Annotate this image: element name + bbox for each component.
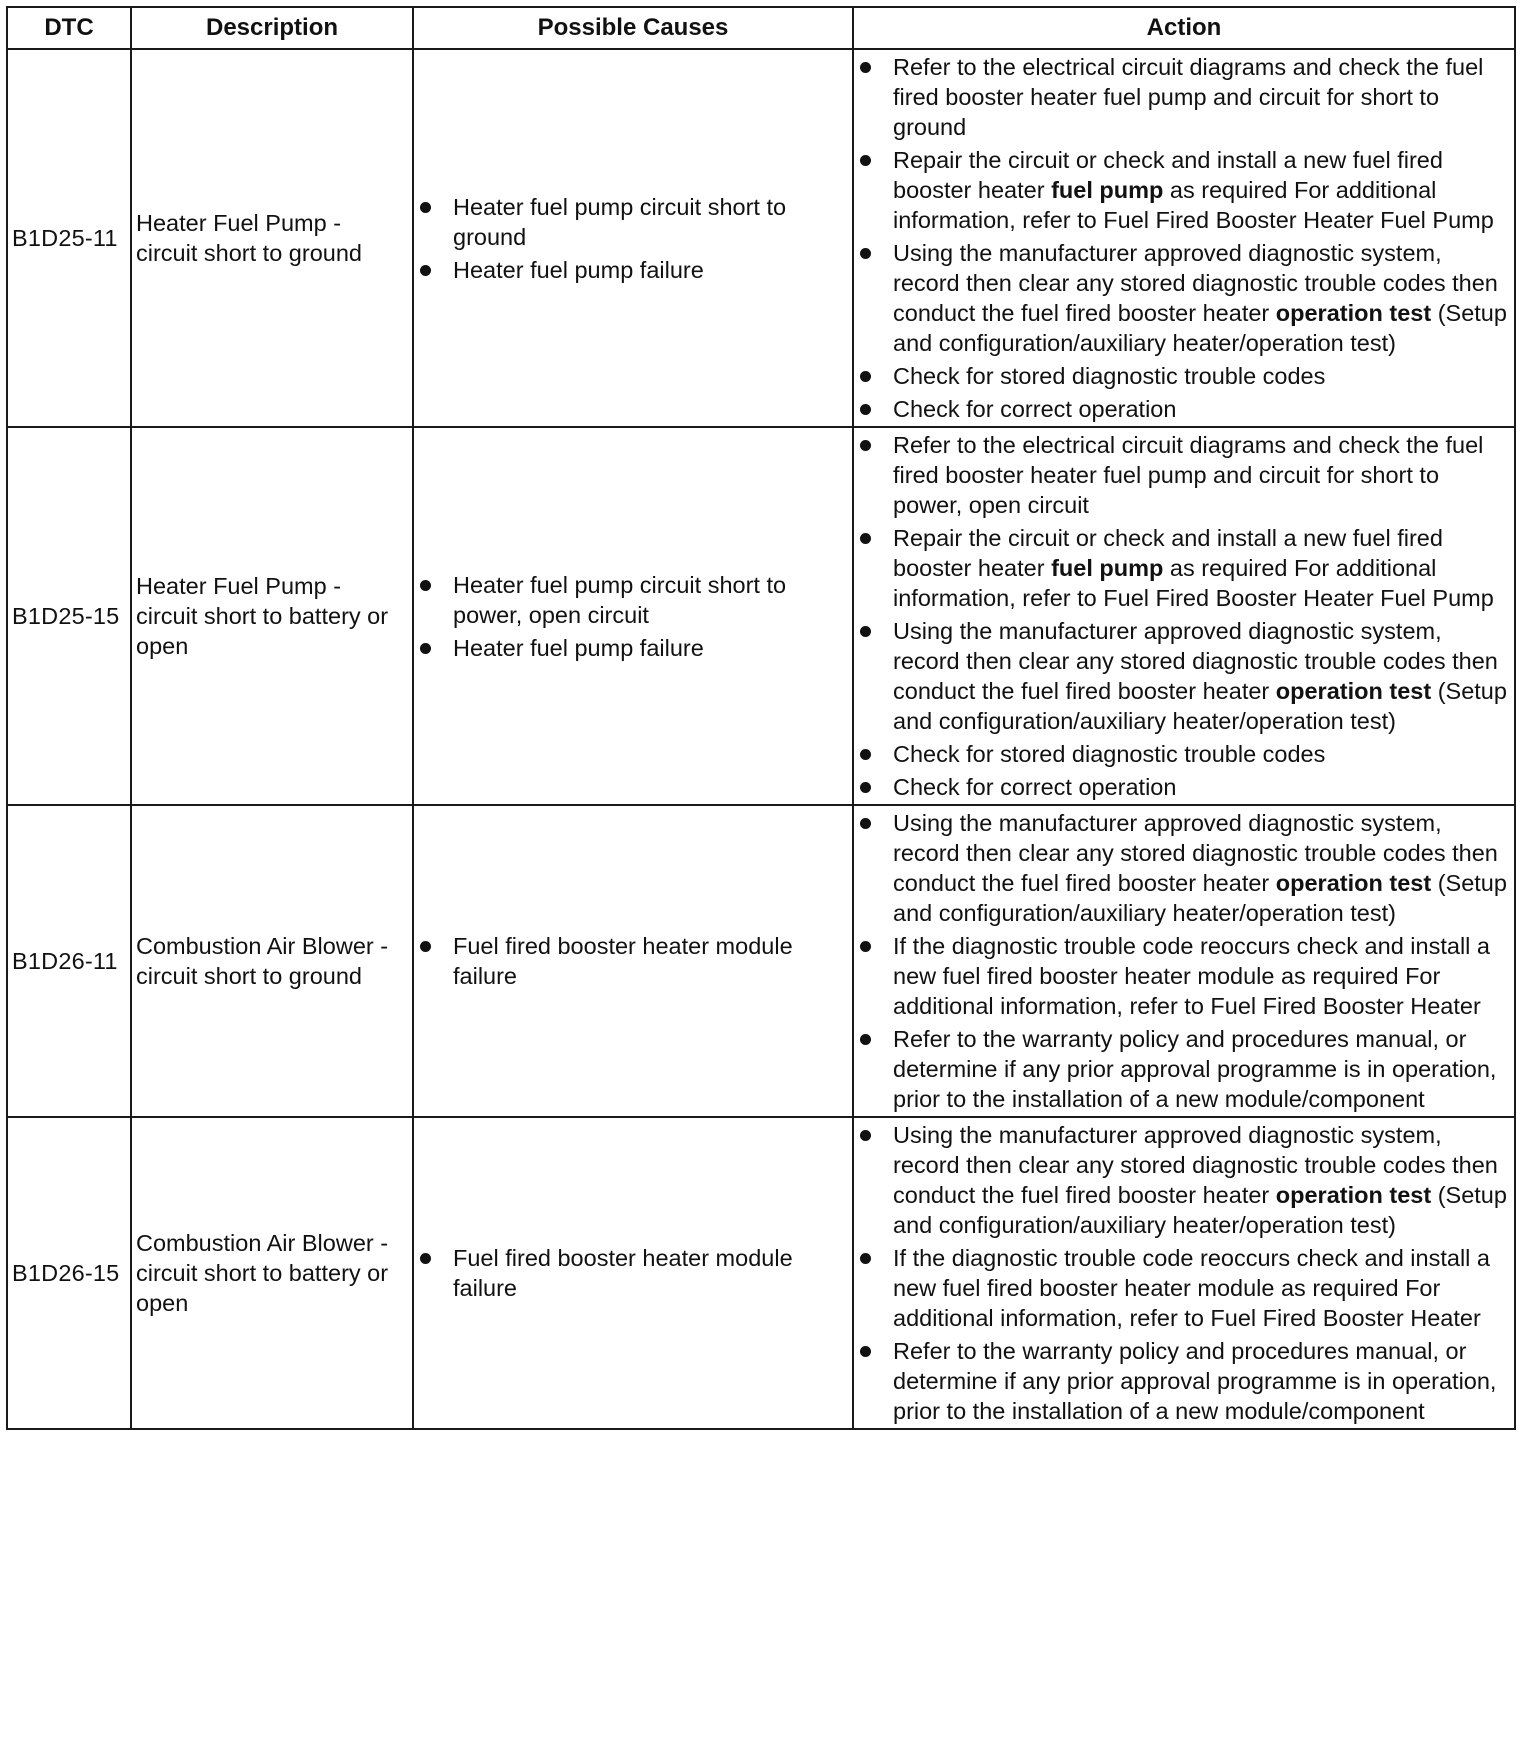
cause-text: Fuel fired booster heater module failure — [453, 933, 793, 989]
possible-causes-cell — [413, 49, 853, 427]
action-item — [858, 931, 1510, 1021]
action-item — [858, 1243, 1510, 1333]
header-possible-causes: Possible Causes — [413, 7, 853, 49]
bullet-icon — [420, 580, 431, 591]
dtc-code-cell: B1D26-15 — [7, 1117, 131, 1429]
bullet-icon — [860, 1034, 871, 1045]
bullet-icon — [860, 440, 871, 451]
cause-text: Fuel fired booster heater module failure — [453, 1245, 793, 1301]
dtc-code-cell: B1D26-11 — [7, 805, 131, 1117]
possible-causes-cell — [413, 805, 853, 1117]
description-cell: Combustion Air Blower - circuit short to ground — [131, 805, 413, 1117]
action-text: Using the manufacturer approved diagnostic system, record then clear any stored diagnostic trouble codes then conduct the fuel fired booster heater — [893, 240, 1498, 326]
table-body — [7, 49, 1515, 1429]
action-text-continued: (Setup and configuration/auxiliary heater/operation test) — [893, 678, 1507, 734]
action-item — [858, 145, 1510, 235]
action-text: Repair the circuit or check and install a new fuel fired booster heater — [893, 147, 1443, 203]
action-item — [858, 739, 1510, 769]
action-text: Using the manufacturer approved diagnostic system, record then clear any stored diagnostic trouble codes then conduct the fuel fired booster heater — [893, 1122, 1498, 1208]
action-text: Using the manufacturer approved diagnostic system, record then clear any stored diagnostic trouble codes then conduct the fuel fired booster heater — [893, 810, 1498, 896]
action-text: If the diagnostic trouble code reoccurs check and install a new fuel fired booster heater module as required For additional information, refer to Fuel Fired Booster Heater — [893, 1245, 1490, 1331]
causes-list — [418, 931, 848, 991]
action-text: If the diagnostic trouble code reoccurs check and install a new fuel fired booster heater module as required For additional information, refer to Fuel Fired Booster Heater — [893, 933, 1490, 1019]
action-text: Refer to the electrical circuit diagrams and check the fuel fired booster heater fuel pump and circuit for short to power, open circuit — [893, 432, 1484, 518]
action-cell — [853, 427, 1515, 805]
causes-list — [418, 192, 848, 285]
bullet-icon — [860, 248, 871, 259]
table-row — [7, 49, 1515, 427]
header-description: Description — [131, 7, 413, 49]
action-text: Check for stored diagnostic trouble codes — [893, 741, 1326, 767]
cause-text: Heater fuel pump circuit short to power, open circuit — [453, 571, 787, 628]
action-bold-text: fuel pump — [1051, 555, 1164, 581]
cause-item — [418, 633, 848, 663]
description-cell: Heater Fuel Pump - circuit short to battery or open — [131, 427, 413, 805]
bullet-icon — [420, 265, 431, 276]
action-text-continued: as required For additional information, refer to Fuel Fired Booster Heater Fuel Pump — [893, 555, 1494, 611]
action-bold-text: operation test — [1275, 300, 1432, 326]
actions-list — [858, 430, 1510, 802]
bullet-icon — [420, 1253, 431, 1264]
action-text: Refer to the warranty policy and procedures manual, or determine if any prior approval programme is in operation, prior to the installation of a new module/component — [893, 1026, 1497, 1112]
causes-list — [418, 570, 848, 663]
action-cell — [853, 805, 1515, 1117]
action-bold-text: operation test — [1275, 1182, 1432, 1208]
cause-item — [418, 255, 848, 285]
dtc-code-cell: B1D25-11 — [7, 49, 131, 427]
action-text: Check for stored diagnostic trouble codes — [893, 363, 1326, 389]
bullet-icon — [860, 371, 871, 382]
bullet-icon — [860, 782, 871, 793]
cause-item — [418, 1243, 848, 1303]
dtc-table — [6, 6, 1516, 1430]
action-text: Check for correct operation — [893, 396, 1177, 422]
cause-item — [418, 931, 848, 991]
bullet-icon — [860, 1130, 871, 1141]
cause-text: Heater fuel pump circuit short to ground — [453, 193, 787, 250]
action-text: Using the manufacturer approved diagnostic system, record then clear any stored diagnostic trouble codes then conduct the fuel fired booster heater — [893, 618, 1498, 704]
action-text: Check for correct operation — [893, 774, 1177, 800]
cause-text: Heater fuel pump failure — [453, 256, 704, 283]
action-item — [858, 1120, 1510, 1240]
description-cell: Heater Fuel Pump - circuit short to ground — [131, 49, 413, 427]
action-item — [858, 52, 1510, 142]
action-item — [858, 523, 1510, 613]
actions-list — [858, 52, 1510, 424]
action-item — [858, 1024, 1510, 1114]
action-item — [858, 430, 1510, 520]
action-bold-text: operation test — [1275, 678, 1432, 704]
bullet-icon — [860, 62, 871, 73]
action-item — [858, 394, 1510, 424]
action-text: Repair the circuit or check and install a new fuel fired booster heater — [893, 525, 1443, 581]
bullet-icon — [860, 749, 871, 760]
action-text-continued: (Setup and configuration/auxiliary heater/operation test) — [893, 870, 1507, 926]
action-item — [858, 616, 1510, 736]
action-item — [858, 772, 1510, 802]
bullet-icon — [420, 941, 431, 952]
cause-text: Heater fuel pump failure — [453, 634, 704, 661]
table-header-row — [7, 7, 1515, 49]
table-row — [7, 427, 1515, 805]
action-bold-text: fuel pump — [1051, 177, 1164, 203]
table-row — [7, 805, 1515, 1117]
bullet-icon — [860, 941, 871, 952]
action-item — [858, 238, 1510, 358]
dtc-document — [6, 6, 1514, 1430]
actions-list — [858, 808, 1510, 1114]
header-dtc: DTC — [7, 7, 131, 49]
bullet-icon — [860, 404, 871, 415]
action-item — [858, 808, 1510, 928]
possible-causes-cell — [413, 427, 853, 805]
bullet-icon — [860, 1253, 871, 1264]
possible-causes-cell — [413, 1117, 853, 1429]
action-cell — [853, 49, 1515, 427]
bullet-icon — [420, 202, 431, 213]
cause-item — [418, 570, 848, 630]
cause-item — [418, 192, 848, 252]
action-item — [858, 361, 1510, 391]
action-text-continued: (Setup and configuration/auxiliary heater/operation test) — [893, 300, 1507, 356]
bullet-icon — [860, 533, 871, 544]
action-text-continued: (Setup and configuration/auxiliary heater/operation test) — [893, 1182, 1507, 1238]
bullet-icon — [860, 626, 871, 637]
bullet-icon — [860, 1346, 871, 1357]
dtc-code-cell: B1D25-15 — [7, 427, 131, 805]
action-text: Refer to the electrical circuit diagrams and check the fuel fired booster heater fuel pump and circuit for short to ground — [893, 54, 1484, 140]
table-row — [7, 1117, 1515, 1429]
action-text-continued: as required For additional information, refer to Fuel Fired Booster Heater Fuel Pump — [893, 177, 1494, 233]
bullet-icon — [420, 643, 431, 654]
action-text: Refer to the warranty policy and procedures manual, or determine if any prior approval programme is in operation, prior to the installation of a new module/component — [893, 1338, 1497, 1424]
action-item — [858, 1336, 1510, 1426]
bullet-icon — [860, 818, 871, 829]
header-action: Action — [853, 7, 1515, 49]
action-bold-text: operation test — [1275, 870, 1432, 896]
description-cell: Combustion Air Blower - circuit short to battery or open — [131, 1117, 413, 1429]
causes-list — [418, 1243, 848, 1303]
bullet-icon — [860, 155, 871, 166]
actions-list — [858, 1120, 1510, 1426]
action-cell — [853, 1117, 1515, 1429]
